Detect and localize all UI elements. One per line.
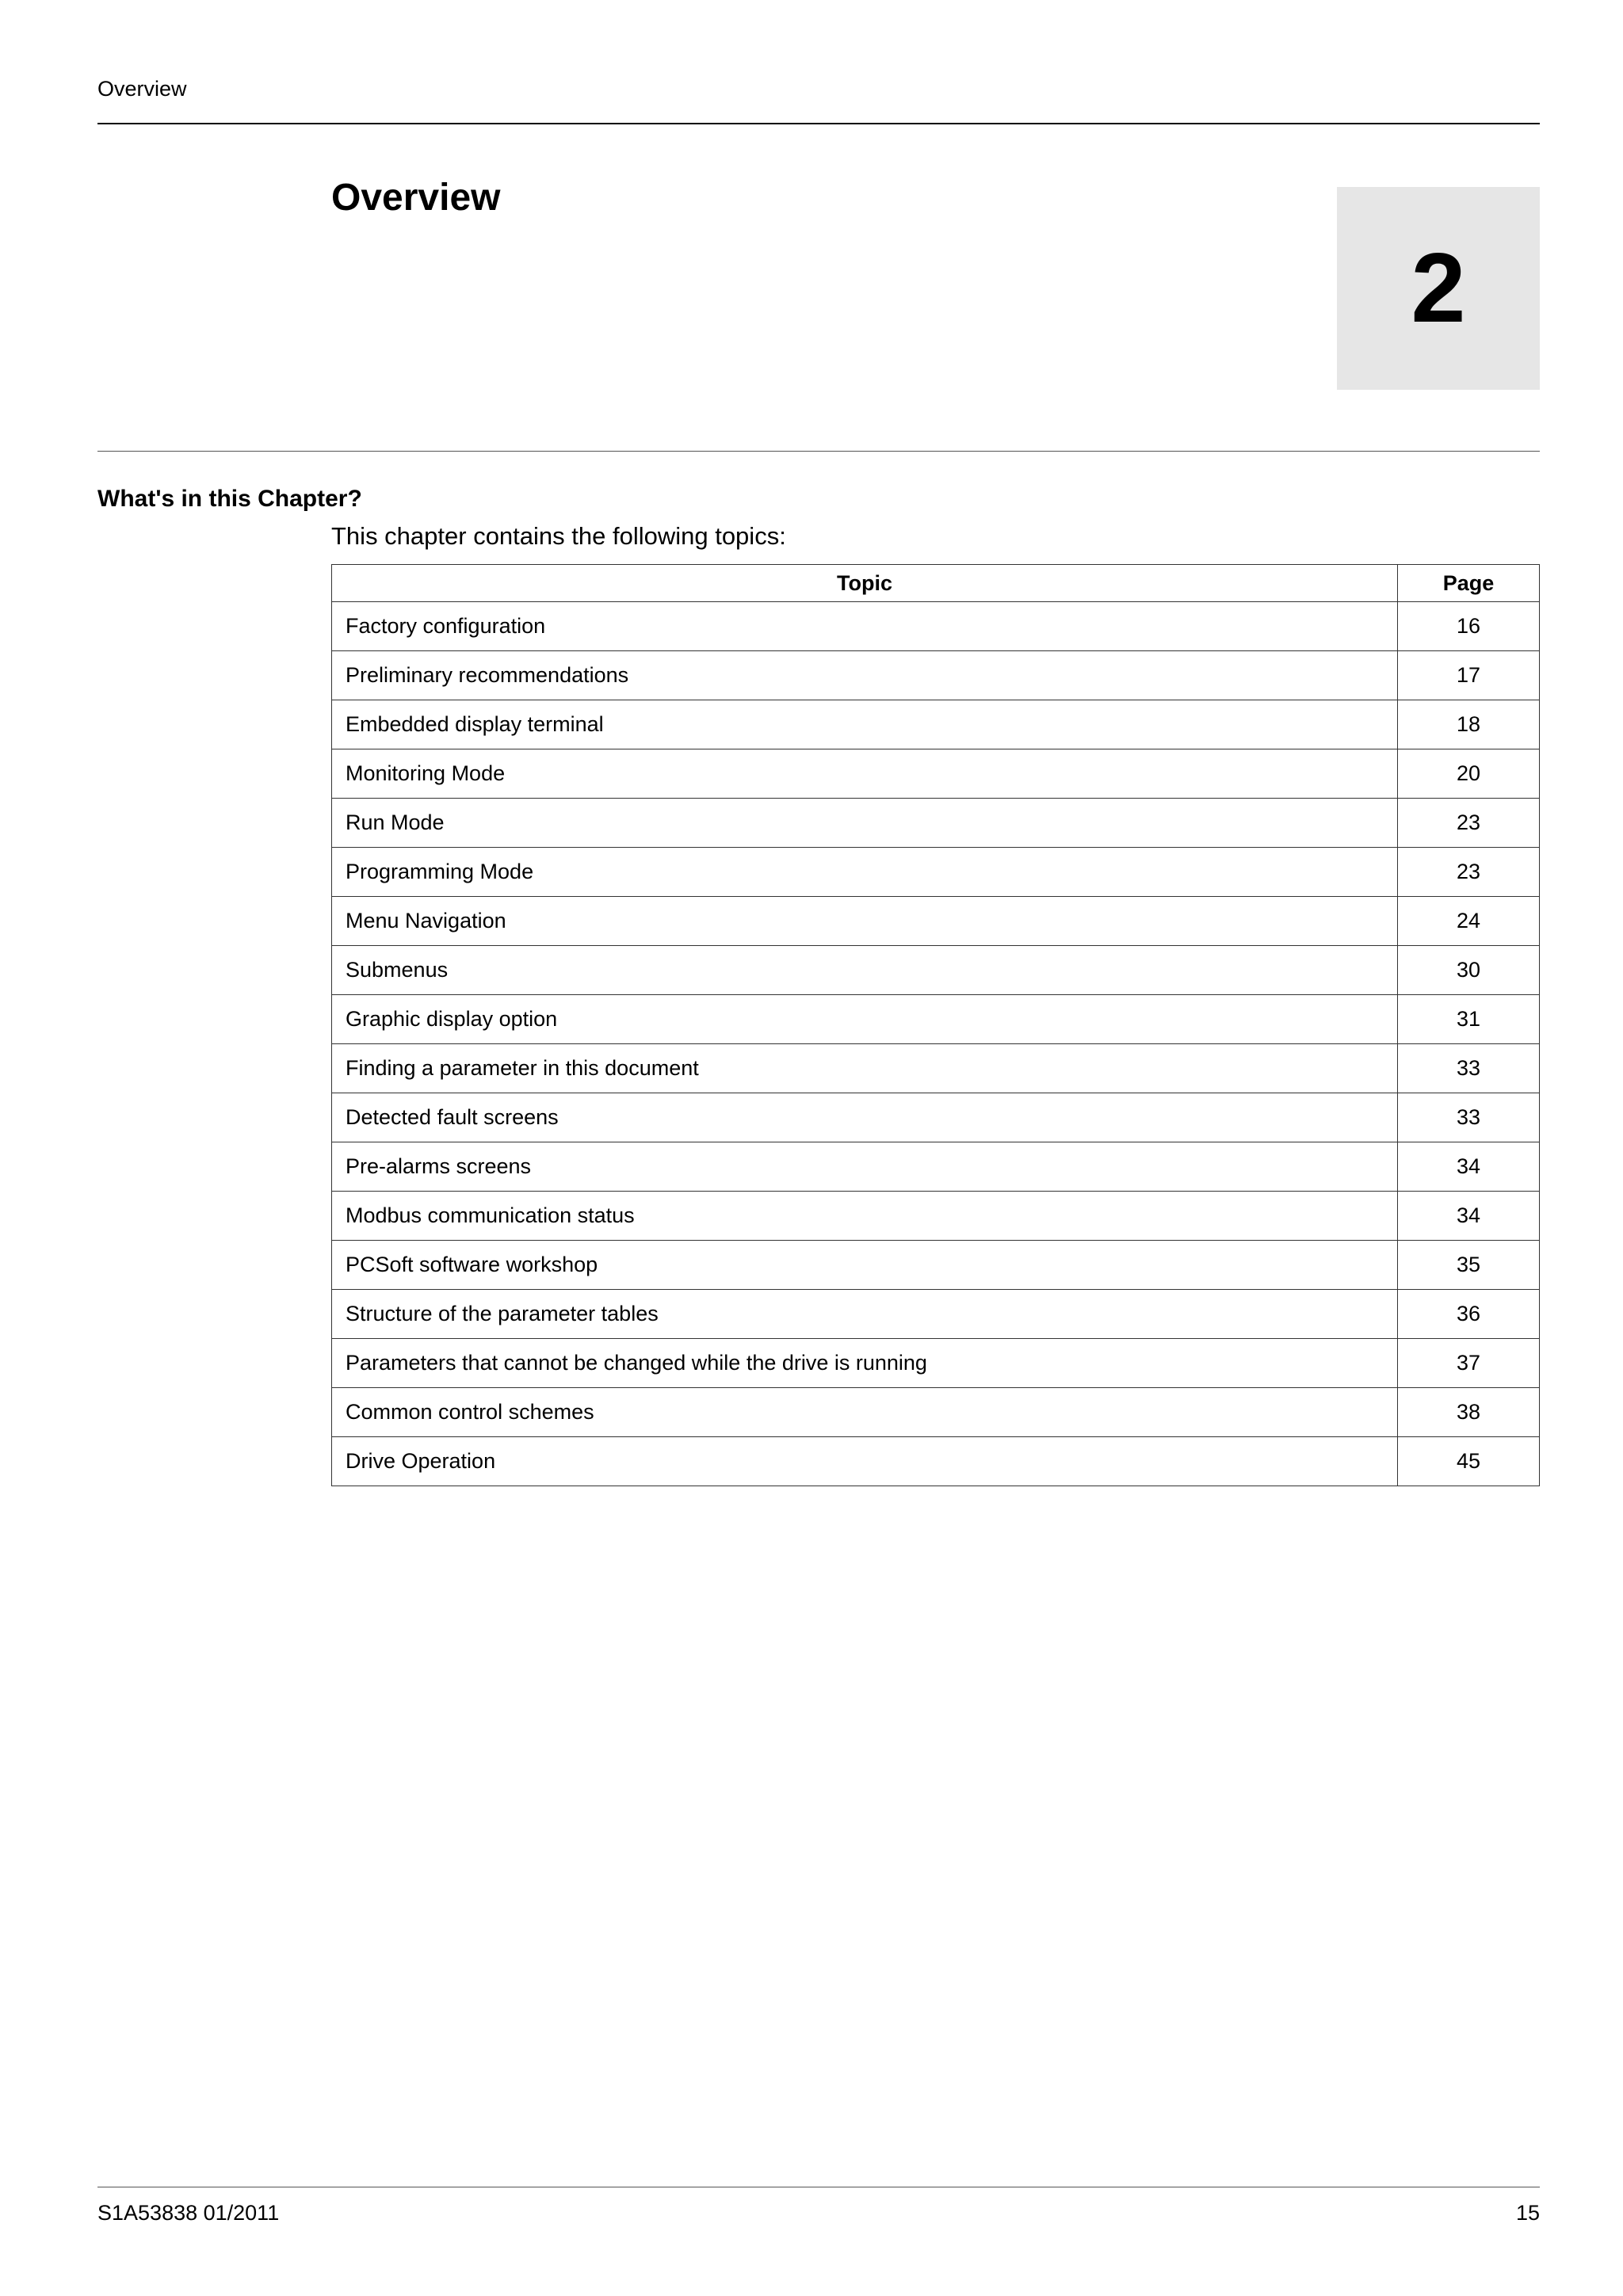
topic-cell[interactable]: Embedded display terminal <box>332 700 1398 749</box>
footer-page-number: 15 <box>1515 2201 1540 2225</box>
page-cell[interactable]: 36 <box>1398 1290 1540 1339</box>
page-cell[interactable]: 31 <box>1398 995 1540 1044</box>
page-cell[interactable]: 35 <box>1398 1241 1540 1290</box>
section-intro: This chapter contains the following topics: <box>331 522 786 550</box>
table-row[interactable] <box>332 749 1540 799</box>
page-cell[interactable]: 34 <box>1398 1142 1540 1192</box>
topic-cell[interactable]: Pre-alarms screens <box>332 1142 1398 1192</box>
table-row[interactable] <box>332 1290 1540 1339</box>
topics-table <box>331 564 1540 1486</box>
table-row[interactable] <box>332 995 1540 1044</box>
table-row[interactable] <box>332 1093 1540 1142</box>
topic-cell[interactable]: Monitoring Mode <box>332 749 1398 799</box>
topic-cell[interactable]: Detected fault screens <box>332 1093 1398 1142</box>
page-cell[interactable]: 18 <box>1398 700 1540 749</box>
topic-cell[interactable]: Modbus communication status <box>332 1192 1398 1241</box>
topic-cell[interactable]: Drive Operation <box>332 1437 1398 1486</box>
topic-cell[interactable]: PCSoft software workshop <box>332 1241 1398 1290</box>
table-row[interactable] <box>332 1437 1540 1486</box>
page-cell[interactable]: 33 <box>1398 1044 1540 1093</box>
table-row[interactable] <box>332 897 1540 946</box>
chapter-title: Overview <box>331 177 501 219</box>
page-cell[interactable]: 45 <box>1398 1437 1540 1486</box>
table-row[interactable] <box>332 1388 1540 1437</box>
table-row[interactable] <box>332 1241 1540 1290</box>
table-row[interactable] <box>332 946 1540 995</box>
table-row[interactable] <box>332 848 1540 897</box>
table-row[interactable] <box>332 602 1540 651</box>
topic-cell[interactable]: Graphic display option <box>332 995 1398 1044</box>
topic-cell[interactable]: Programming Mode <box>332 848 1398 897</box>
page-cell[interactable]: 37 <box>1398 1339 1540 1388</box>
table-header-row <box>332 565 1540 602</box>
topic-cell[interactable]: Structure of the parameter tables <box>332 1290 1398 1339</box>
table-row[interactable] <box>332 1044 1540 1093</box>
topic-cell[interactable]: Finding a parameter in this document <box>332 1044 1398 1093</box>
table-row[interactable] <box>332 799 1540 848</box>
table-row[interactable] <box>332 1142 1540 1192</box>
page-cell[interactable]: 23 <box>1398 799 1540 848</box>
section-heading: What's in this Chapter? <box>97 486 362 512</box>
page-cell[interactable]: 30 <box>1398 946 1540 995</box>
topic-cell[interactable]: Run Mode <box>332 799 1398 848</box>
section-divider <box>97 451 1540 452</box>
column-header-topic: Topic <box>332 565 1398 602</box>
page-cell[interactable]: 20 <box>1398 749 1540 799</box>
page-cell[interactable]: 16 <box>1398 602 1540 651</box>
page-cell[interactable]: 17 <box>1398 651 1540 700</box>
topic-cell[interactable]: Submenus <box>332 946 1398 995</box>
topic-cell[interactable]: Parameters that cannot be changed while the drive is running <box>332 1339 1398 1388</box>
topic-cell[interactable]: Common control schemes <box>332 1388 1398 1437</box>
footer-doc-ref: S1A53838 01/2011 <box>97 2201 280 2225</box>
table-row[interactable] <box>332 700 1540 749</box>
running-header: Overview <box>97 77 187 101</box>
page-cell[interactable]: 33 <box>1398 1093 1540 1142</box>
page-cell[interactable]: 38 <box>1398 1388 1540 1437</box>
chapter-number-box: 2 <box>1337 187 1540 390</box>
column-header-page: Page <box>1398 565 1540 602</box>
page-cell[interactable]: 34 <box>1398 1192 1540 1241</box>
topic-cell[interactable]: Factory configuration <box>332 602 1398 651</box>
table-row[interactable] <box>332 1192 1540 1241</box>
page-cell[interactable]: 24 <box>1398 897 1540 946</box>
topic-cell[interactable]: Preliminary recommendations <box>332 651 1398 700</box>
header-rule <box>97 123 1540 124</box>
page-cell[interactable]: 23 <box>1398 848 1540 897</box>
table-row[interactable] <box>332 651 1540 700</box>
topic-cell[interactable]: Menu Navigation <box>332 897 1398 946</box>
table-row[interactable] <box>332 1339 1540 1388</box>
